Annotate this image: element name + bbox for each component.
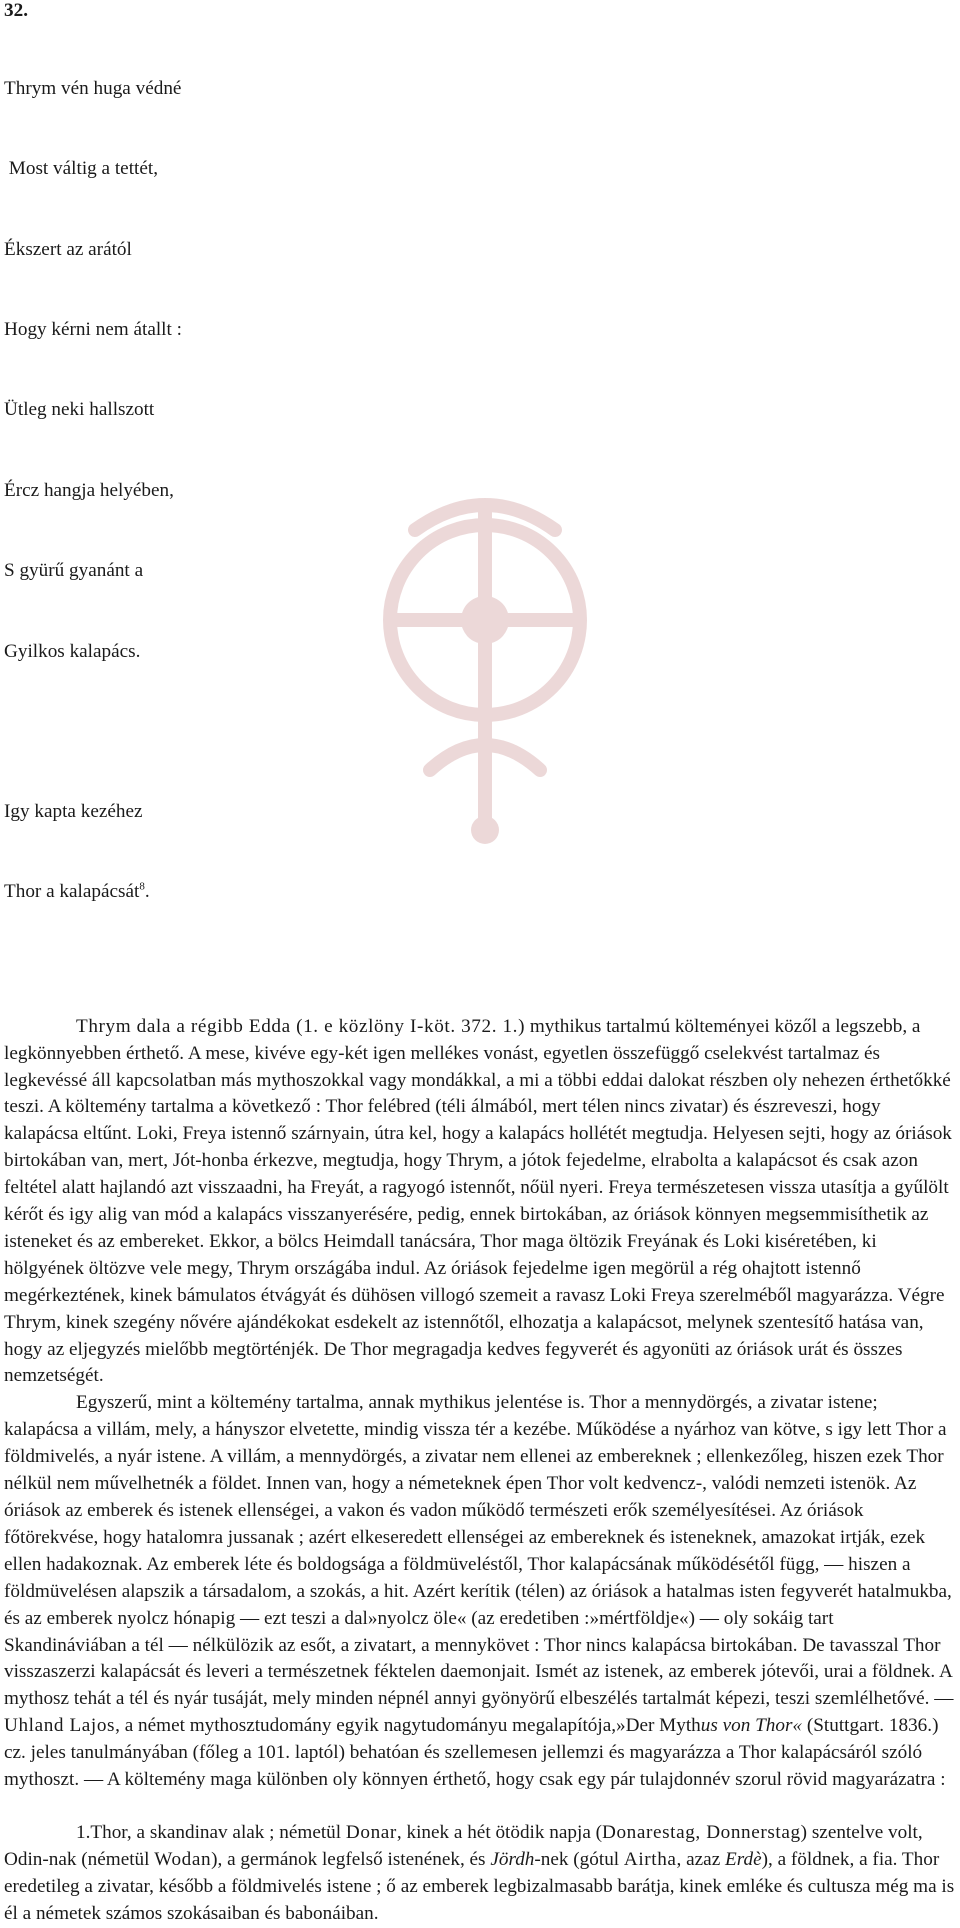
poem-line: Ércz hangja helyében, [4,479,174,501]
paragraph-text: mythikus tartalmú költeményei közől a legszebb, a legkönnyebben érthető. A mese, kivéve egy-két igen mellékes vonást, egyetlen összefüggő cselekvést tartalmaz és legkevéssé áll kapcsolatban más mythoszokkal vagy mondákkal, a mi a többi eddai dalokat részben oly nehezen érthetőkké teszi. A költemény tartalma a következő : Thor felébred (téli álmából, mert télen nincs zivatar) és észreveszi, hogy kalapácsa eltűnt. Loki, Freya istennő szárnyain, útra kel, hogy a kalapács hollétét megtudja. Helyesen sejti, hogy az óriások birtokában van, mert, Jót-honba érkezve, megtudja, hogy Thrym, a jótok fejedelme, elrabolta a kalapácsot és csak azon feltétel alatt hajlandó azt visszaadni, ha Freyát, a ragyogó istennőt, nőül nyeri. Freya természetesen vissza utasítja a gyűlölt kérőt és igy alig van mód a kalapács visszanyerésére, pedig, ennek birtokában, az óriások könnyen megsemmisíthetik az isteneket és az embereket. Ekkor, a bölcs Heimdall tanácsára, Thor maga öltözik Freyának és Loki kiséretében, ki hölgyének öltözve vele megy, Thrym országába indul. Az óriások fejedelme igen megörül a rég ohajtott istennő megérkeztének, kinek bámulatos étvágyát és dühösen villogó szemeit a ravasz Loki Freya szerelméből magyarázza. Végre Thrym, kinek szegény nővére ajándékokat esdekelt az istennőtől, elhozatja a kalapácsot, melynek szentesítő hatása van, hogy az eljegyzés mielőbb megtörténjék. De Thor megragadja kedves fegyverét és agyonüti az óriások urát és összes nemzetségét. [4,1015,952,1387]
footnote-text: , azaz [676,1848,726,1870]
paragraph-text: Egyszerű, mint a költemény tartalma, annak mythikus jelentése is. Thor a mennydörgés, a zivatar istene; kalapácsa a villám, mely, a hányszor elvetette, mindig vissza tér a kezébe. Működése a nyárhoz van kötve, s igy lett Thor a földmivelés, a nyár istene. A villám, a mennydörgés, a zivatar nem ellenei az embereknek ; ellenkezőleg, hiszen ezek Thor nélkül nem művelhetnék a földet. Innen van, hogy a németeknek épen Thor volt kedvencz-, valódi nemzeti istenök. Az óriások az emberek és istenek ellenségei, a vakon és vadon működő természeti erők személyesítései. Az óriások főtörekvése, hogy hatalomra jussanak ; azért elkeseredett ellenségei az embereknek és isteneknek, amazokat irtják, ezek ellen hadakoznak. Az emberek léte és boldogsága a földmüveléstől, Thor kalapácsának működésétől függ, — hiszen a földmüvelésen alapszik a társadalom, a szokás, a hit. Azért kerítik (télen) az óriások a hatalmas isten fegyverét hatalmukba, és az emberek nyolcz hónapig — ezt teszi a dal»nyolcz öle« (az eredetiben :»mértföldje«) — oly sokáig tart Skandináviában a tél — nélkülözik az esőt, a zivatart, a mennykövet : Thor nincs kalapácsa birtokában. De tavasszal Thor visszaszerzi kalapácsát és leveri a természetnek féktelen daemonjait. Ismét az istenek, az emberek jótevői, urai a földnek. A mythosz tehát a tél és nyár tusáját, mely minden népnél annyi gyönyörű elbeszélés tartalmát képezi, teszi szemlélhetővé. — [4,1392,954,1710]
commentary-paragraph-2 [4,1390,956,1794]
footnote-term-italic: Erdè [725,1848,762,1870]
poem-line [4,879,956,906]
footnote-term-italic: Jördh [490,1848,535,1870]
footnote-term: Donar [345,1821,397,1843]
poem-line: Most váltig a tettét, [4,158,159,180]
footnote-marker: 8 [139,880,145,893]
poem-line: S gyürű gyanánt a [4,560,144,582]
document-page [4,0,956,1928]
footnote-term: Airtha [623,1848,677,1870]
footnote-text: ), a germánok legfelső istenének, és [211,1848,491,1870]
poem-stanza-2 [4,745,956,960]
footnote-term: Donarestag, Donnerstag [602,1821,801,1843]
poem-line: Gyilkos kalapács. [4,640,141,662]
poem-line: Thrym vén huga védné [4,77,182,99]
paragraph-lead: Thrym dala a régibb Edda (1. e közlöny I-köt. 372. 1.) [76,1015,526,1037]
page-number: 32. [4,0,28,21]
poem-line: Ékszert az arától [4,238,132,260]
poem-line: Ütleg neki hallszott [4,399,155,421]
footnote-1 [4,1820,956,1928]
footnote-text: ), a földnek, a fia. Thor eredetileg a zivatar, később a földmivelés istene ; ő az emberek legbizalmasabb barátja, kinek emléke és cultusza még ma is él a németek számos szokásaiban és babonáiban. [4,1848,955,1924]
poem-line: Hogy kérni nem átallt : [4,319,182,341]
footnote-text: , kinek a hét ötödik napja ( [396,1821,603,1843]
poem-line-end: . [144,881,150,903]
footnote-term: Wodan [154,1848,212,1870]
commentary-paragraph-1 [4,1014,956,1391]
footnote-text: 1.Thor, a skandinav alak ; németül [76,1821,346,1843]
footnote-text: -nek (gótul [534,1848,624,1870]
work-title: Der Myth [625,1715,701,1737]
paragraph-text: , a német mythosztudomány egyik nagytudományu megalapítója, [115,1715,617,1737]
quote-mark: » [616,1715,626,1737]
footnote-text: ) szentelve volt, Odin-nak (németül [4,1821,923,1870]
poem-stanza-1 [4,22,956,719]
work-title-italic: us von Thor« [700,1715,803,1737]
paragraph-text: (Stuttgart. 1836.) cz. jeles tanulmányában (főleg a 101. laptól) behatóan és szellemesen jellemzi és magyarázza a Thor kalapácsáról szóló mythoszt. — A költemény maga különben oly könnyen érthető, hogy csak egy pár tulajdonnév szorul rövid magyarázatra : [4,1715,946,1791]
author-name: Uhland Lajos [4,1715,116,1737]
poem-line-text: Thor a kalapácsát [4,881,140,903]
poem-line: Igy kapta kezéhez [4,800,143,822]
